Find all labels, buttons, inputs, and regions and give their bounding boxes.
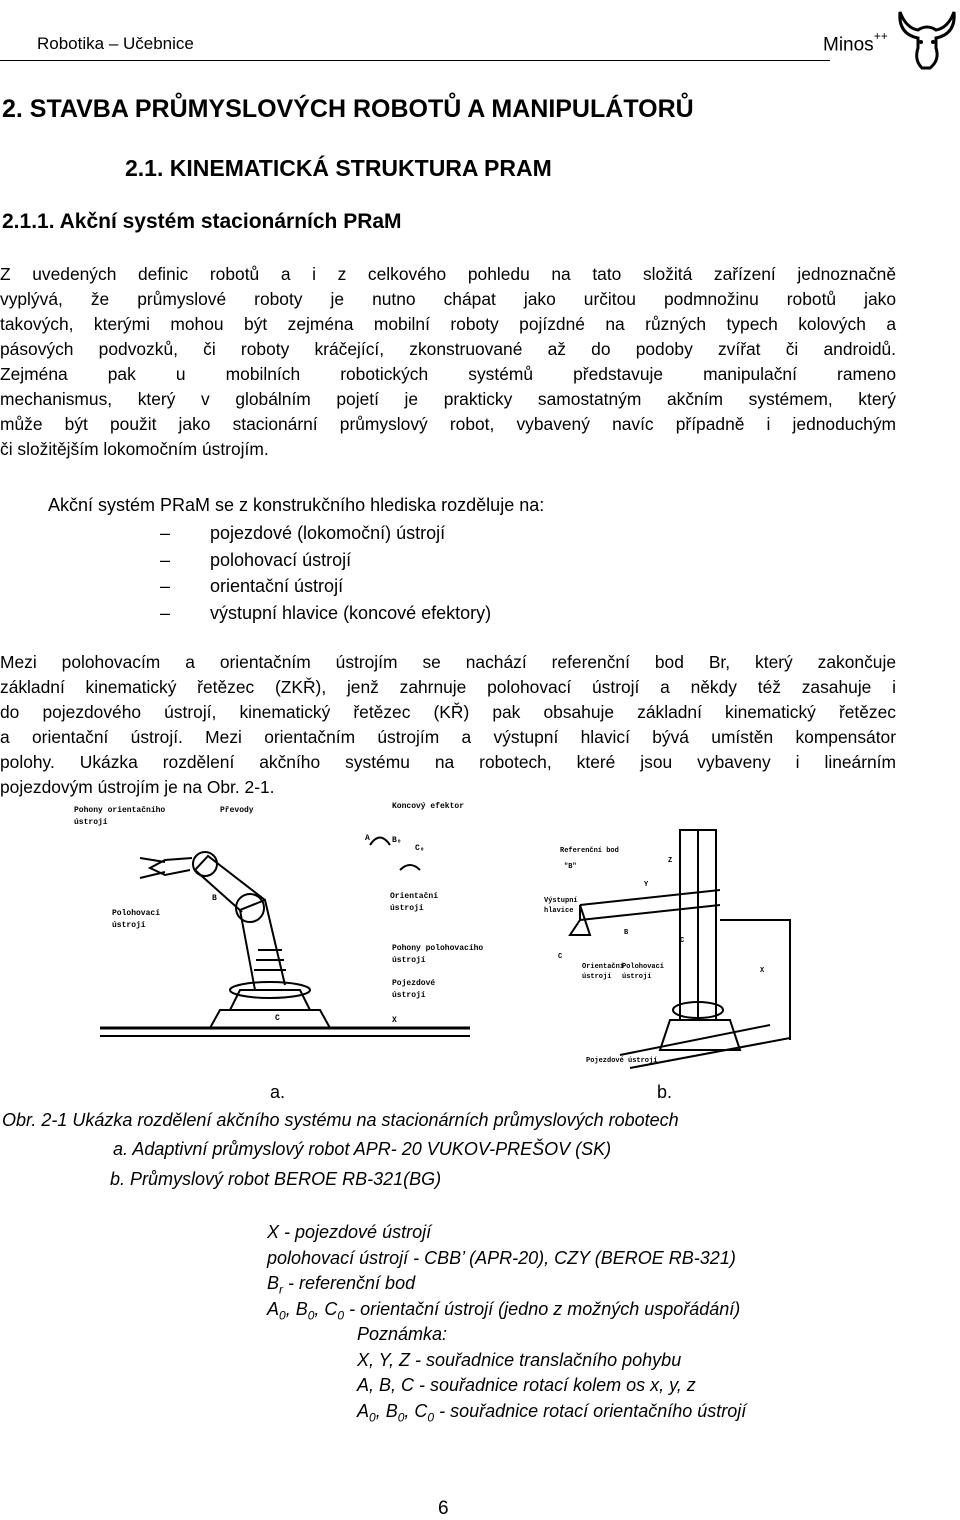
- fig-a-label: C₀: [415, 844, 425, 853]
- fig-b-label: Polohovací: [622, 963, 665, 971]
- figure-caption-a: a. Adaptivní průmyslový robot APR- 20 VUKOV-PREŠOV (SK): [113, 1139, 612, 1159]
- fig-a-label: Orientační: [390, 892, 439, 901]
- figure-b-gantry-robot: [520, 810, 820, 1080]
- legend-symbol: , C: [314, 1298, 338, 1319]
- subsection-title: 2.1.1. Akční systém stacionárních PRaM: [2, 210, 402, 233]
- figure-caption: Obr. 2-1 Ukázka rozdělení akčního systému na stacionárních průmyslových robotech: [2, 1110, 679, 1130]
- legend-text: - souřadnice rotací orientačního ústrojí: [434, 1400, 747, 1421]
- fig-a-label: Pohony polohovacího: [392, 944, 484, 953]
- fig-b-label: "B": [564, 863, 577, 871]
- legend-subscript: 0: [337, 1308, 345, 1323]
- header-brand-sup: ++: [873, 29, 888, 43]
- fig-a-label: ústrojí: [390, 904, 424, 913]
- fig-a-label: Koncový efektor: [392, 802, 465, 811]
- text-line: Mezi polohovacím a orientačním ústrojím se nachází referenční bod Br, který zakončuje: [0, 652, 896, 672]
- legend-row: Poznámka:: [357, 1324, 448, 1344]
- fig-b-label: C: [558, 953, 563, 961]
- fig-b-label: Orientační: [582, 963, 625, 971]
- list-dash: –: [160, 576, 171, 596]
- legend-row: A, B, C - souřadnice rotací kolem os x, y, z: [357, 1375, 696, 1395]
- list-intro: Akční systém PRaM se z konstrukčního hlediska rozděluje na:: [48, 495, 545, 515]
- legend-subscript: r: [279, 1282, 284, 1297]
- legend-subscript: 0: [307, 1308, 315, 1323]
- section-title: 2.1. KINEMATICKÁ STRUKTURA PRAM: [125, 155, 552, 181]
- list-item-text: polohovací ústrojí: [210, 549, 352, 570]
- fig-a-label: B: [212, 894, 217, 903]
- legend-symbol: A: [267, 1298, 280, 1319]
- text-line: pásových podvozků, či roboty kráčející, zkonstruované až do podoby zvířat či androidů.: [0, 339, 896, 359]
- legend-subscript: 0: [427, 1410, 435, 1425]
- fig-a-label: ústrojí: [112, 921, 146, 930]
- legend-row: X - pojezdové ústrojí: [267, 1222, 432, 1242]
- text-line: Zejména pak u mobilních robotických systémů představuje manipulační rameno: [0, 364, 896, 384]
- legend-symbol: , B: [285, 1298, 308, 1319]
- legend-symbol: A: [357, 1400, 370, 1421]
- text-line: mechanismus, který v globálním pojetí je prakticky samostatným akčním systémem, který: [0, 389, 896, 409]
- fig-b-label: Referenční bod: [560, 847, 619, 855]
- fig-a-label: B₀: [392, 836, 402, 845]
- fig-a-label: Převody: [220, 806, 254, 815]
- list-item: [160, 573, 491, 600]
- fig-a-label: C: [275, 1014, 280, 1023]
- text-line: polohy. Ukázka rozdělení akčního systému na robotech, které jsou vybaveny i lineárním: [0, 752, 896, 772]
- text-line: základní kinematický řetězec (ZKŘ), jenž zahrnuje polohovací ústrojí a někdy též zasahuje i: [0, 677, 896, 697]
- fig-b-label: B: [624, 929, 629, 937]
- paragraph-1: [0, 262, 896, 462]
- legend-row: [267, 1399, 746, 1425]
- fig-a-label: X: [392, 1016, 397, 1025]
- legend-text: - referenční bod: [283, 1273, 416, 1293]
- legend-subscript: 0: [369, 1410, 376, 1425]
- fig-a-label: A: [365, 834, 370, 843]
- list-dash: –: [160, 523, 171, 543]
- fig-a-label: ústrojí: [74, 818, 108, 827]
- legend-subscript: 0: [397, 1410, 405, 1425]
- text-line: takových, kterými mohou být zejména mobilní roboty pojízdné na různých typech kolových a: [0, 314, 896, 334]
- header-rule: [0, 60, 830, 61]
- fig-b-label: ústrojí: [622, 973, 652, 981]
- text-line: pojezdovým ústrojím je na Obr. 2-1.: [0, 777, 275, 797]
- text-line: a orientační ústrojí. Mezi orientačním ústrojím a výstupní hlavicí bývá umístěn kompensátor: [0, 727, 896, 747]
- fig-b-label: X: [760, 967, 765, 975]
- fig-a-label: Pojezdové: [392, 979, 436, 988]
- fig-a-label: ústrojí: [392, 991, 426, 1000]
- text-line: do pojezdového ústrojí, kinematický řetězec (KŘ) pak obsahuje základní kinematický řetězec: [0, 702, 896, 722]
- fig-a-label: ústrojí: [392, 956, 426, 965]
- list-dash: –: [160, 549, 171, 570]
- fig-b-label: Z: [668, 857, 673, 865]
- list-item-text: pojezdové (lokomoční) ústrojí: [210, 523, 446, 543]
- list-item: [160, 547, 491, 574]
- fig-a-label: Pohony orientačního: [74, 806, 166, 815]
- fig-b-label: C: [680, 937, 685, 945]
- fig-b-label: Výstupní: [544, 897, 578, 905]
- legend-symbol: , C: [404, 1400, 428, 1421]
- figure-a-robot-arm: [70, 800, 490, 1070]
- figure-caption-b: b. Průmyslový robot BEROE RB-321(BG): [110, 1169, 442, 1189]
- text-line: může být použit jako stacionární průmyslový robot, vybavený navíc případně i jednoduchým: [0, 414, 896, 434]
- list-dash: –: [160, 602, 171, 623]
- paragraph-2: [0, 650, 896, 800]
- fig-b-label: ústrojí: [582, 973, 612, 981]
- bull-logo-icon: [896, 4, 958, 72]
- list-item: [160, 520, 491, 547]
- legend-row: [267, 1297, 746, 1323]
- component-list: [160, 520, 491, 626]
- fig-b-label: Y: [644, 881, 649, 889]
- legend-symbol: B: [267, 1273, 280, 1293]
- figure-b-label: b.: [657, 1082, 673, 1102]
- legend-row: [267, 1271, 746, 1297]
- fig-a-label: Polohovací: [112, 909, 161, 918]
- legend-symbol: , B: [375, 1400, 398, 1421]
- list-item-text: výstupní hlavice (koncové efektory): [210, 602, 492, 623]
- legend-text: - orientační ústrojí (jedno z možných uspořádání): [344, 1298, 741, 1319]
- page-number: 6: [438, 1498, 449, 1519]
- list-item-text: orientační ústrojí: [210, 576, 344, 596]
- text-line: vyplývá, že průmyslové roboty je nutno chápat jako určitou podmnožinu robotů jako: [0, 289, 896, 309]
- legend-row: polohovací ústrojí - CBB’ (APR-20), CZY (BEROE RB-321): [267, 1247, 736, 1268]
- fig-b-label: Pojezdové ústrojí: [586, 1057, 658, 1065]
- text-line: Z uvedených definic robotů a i z celkového pohledu na tato složitá zařízení jednoznačně: [0, 264, 896, 284]
- list-item: [160, 600, 491, 627]
- header-right: [823, 29, 888, 56]
- fig-b-label: hlavice: [544, 907, 574, 915]
- legend-row: X, Y, Z - souřadnice translačního pohybu: [357, 1349, 682, 1370]
- text-line: či složitějším lokomočním ústrojím.: [0, 439, 269, 459]
- legend-subscript: 0: [279, 1308, 286, 1323]
- header-brand: Minos: [823, 34, 874, 56]
- chapter-title: 2. STAVBA PRŮMYSLOVÝCH ROBOTŮ A MANIPULÁTORŮ: [2, 95, 694, 123]
- figure-legend: [267, 1220, 746, 1424]
- figure-a-label: a.: [270, 1082, 286, 1102]
- header-left: Robotika – Učebnice: [37, 34, 194, 53]
